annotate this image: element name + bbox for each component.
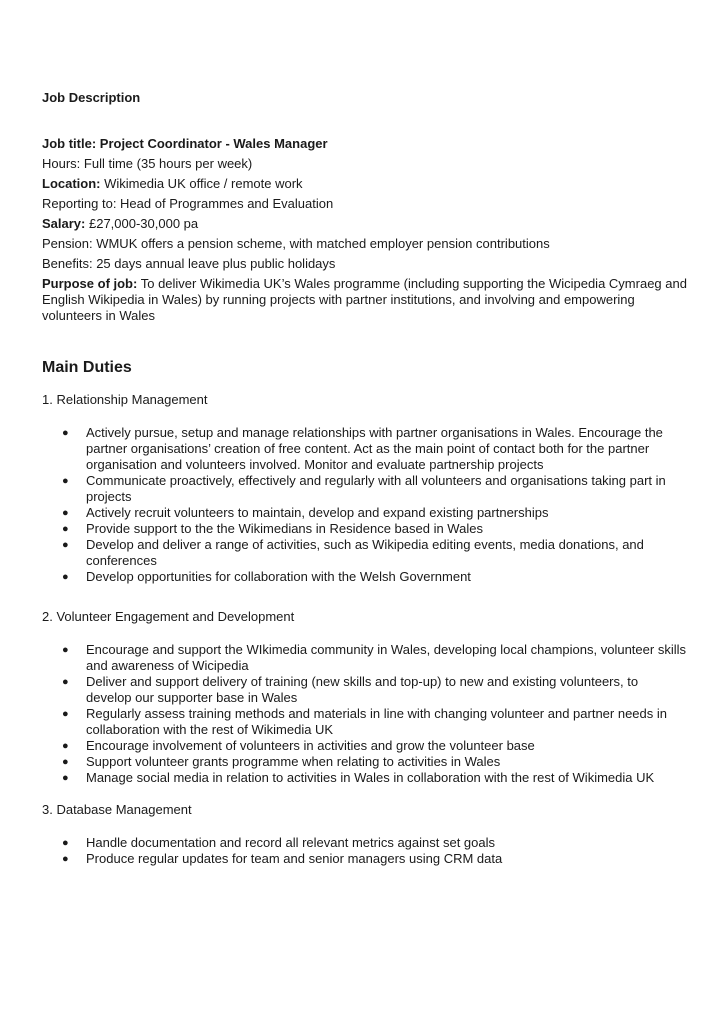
bullet-icon: ● [62,837,69,849]
list-item: ● Provide support to the the Wikimedians in Residence based in Wales [62,521,483,536]
location-value: Wikimedia UK office / remote work [100,176,303,191]
location-label: Location: [42,176,101,191]
purpose-value: To deliver Wikimedia UK’s Wales programme (including supporting the Wicipedia Cymraeg and English Wikipedia in Wales) by running projects with partner institutions, and involving and empowering volunteers in Wales [42,276,687,323]
list-item: ● Encourage and support the WIkimedia community in Wales, developing local champions, volunteer skills and awareness of Wicipedia [62,642,686,673]
section-volunteer-title: 2. Volunteer Engagement and Development [42,609,295,624]
reporting-to: Reporting to: Head of Programmes and Evaluation [42,196,334,211]
section-relationship-list [42,425,687,585]
bullet-icon: ● [62,676,69,688]
list-item: ● Communicate proactively, effectively and regularly with all volunteers and organisations taking part in projects [62,473,666,504]
list-item: ● Develop opportunities for collaboration with the Welsh Government [62,569,471,584]
document-heading: Job Description [42,90,141,105]
list-item: ● Encourage involvement of volunteers in activities and grow the volunteer base [62,738,535,753]
purpose-label: Purpose of job: [42,276,138,291]
list-item: ● Handle documentation and record all relevant metrics against set goals [62,835,496,850]
bullet-icon: ● [62,644,69,656]
location [42,174,687,194]
bullet-icon: ● [62,708,69,720]
bullet-icon: ● [62,853,69,865]
bullet-icon: ● [62,523,69,535]
list-item: ● Actively recruit volunteers to maintain, develop and expand existing partnerships [62,505,549,520]
benefits: Benefits: 25 days annual leave plus public holidays [42,256,336,271]
purpose [42,276,687,324]
section-relationship-title: 1. Relationship Management [42,392,208,407]
section-volunteer-list [42,642,687,786]
bullet-icon: ● [62,571,69,583]
list-item: ● Support volunteer grants programme when relating to activities in Wales [62,754,501,769]
list-item: ● Manage social media in relation to activities in Wales in collaboration with the rest of Wikimedia UK [62,770,655,785]
salary [42,214,687,234]
bullet-icon: ● [62,475,69,487]
list-item: ● Develop and deliver a range of activities, such as Wikipedia editing events, media donations, and conferences [62,537,644,568]
bullet-icon: ● [62,756,69,768]
list-item: ● Produce regular updates for team and senior managers using CRM data [62,851,503,866]
list-item: ● Actively pursue, setup and manage relationships with partner organisations in Wales. Encourage the partner organisations’ creation of free content. Act as the main point of contact both for the partner organisation and volunteers involved. Monitor and evaluate partnership projects [62,425,663,472]
main-duties-heading: Main Duties [42,359,132,376]
section-database-list [42,835,687,867]
job-title: Job title: Project Coordinator - Wales Manager [42,136,328,151]
job-info [42,134,687,324]
hours: Hours: Full time (35 hours per week) [42,156,253,171]
list-item: ● Deliver and support delivery of training (new skills and top-up) to new and existing volunteers, to develop our supporter base in Wales [62,674,639,705]
section-database-title: 3. Database Management [42,802,192,817]
bullet-icon: ● [62,772,69,784]
bullet-icon: ● [62,539,69,551]
bullet-icon: ● [62,427,69,439]
pension: Pension: WMUK offers a pension scheme, with matched employer pension contributions [42,236,550,251]
bullet-icon: ● [62,740,69,752]
list-item: ● Regularly assess training methods and materials in line with changing volunteer and partner needs in collaboration with the rest of Wikimedia UK [62,706,668,737]
salary-value: £27,000-30,000 pa [85,216,199,231]
bullet-icon: ● [62,507,69,519]
salary-label: Salary: [42,216,86,231]
